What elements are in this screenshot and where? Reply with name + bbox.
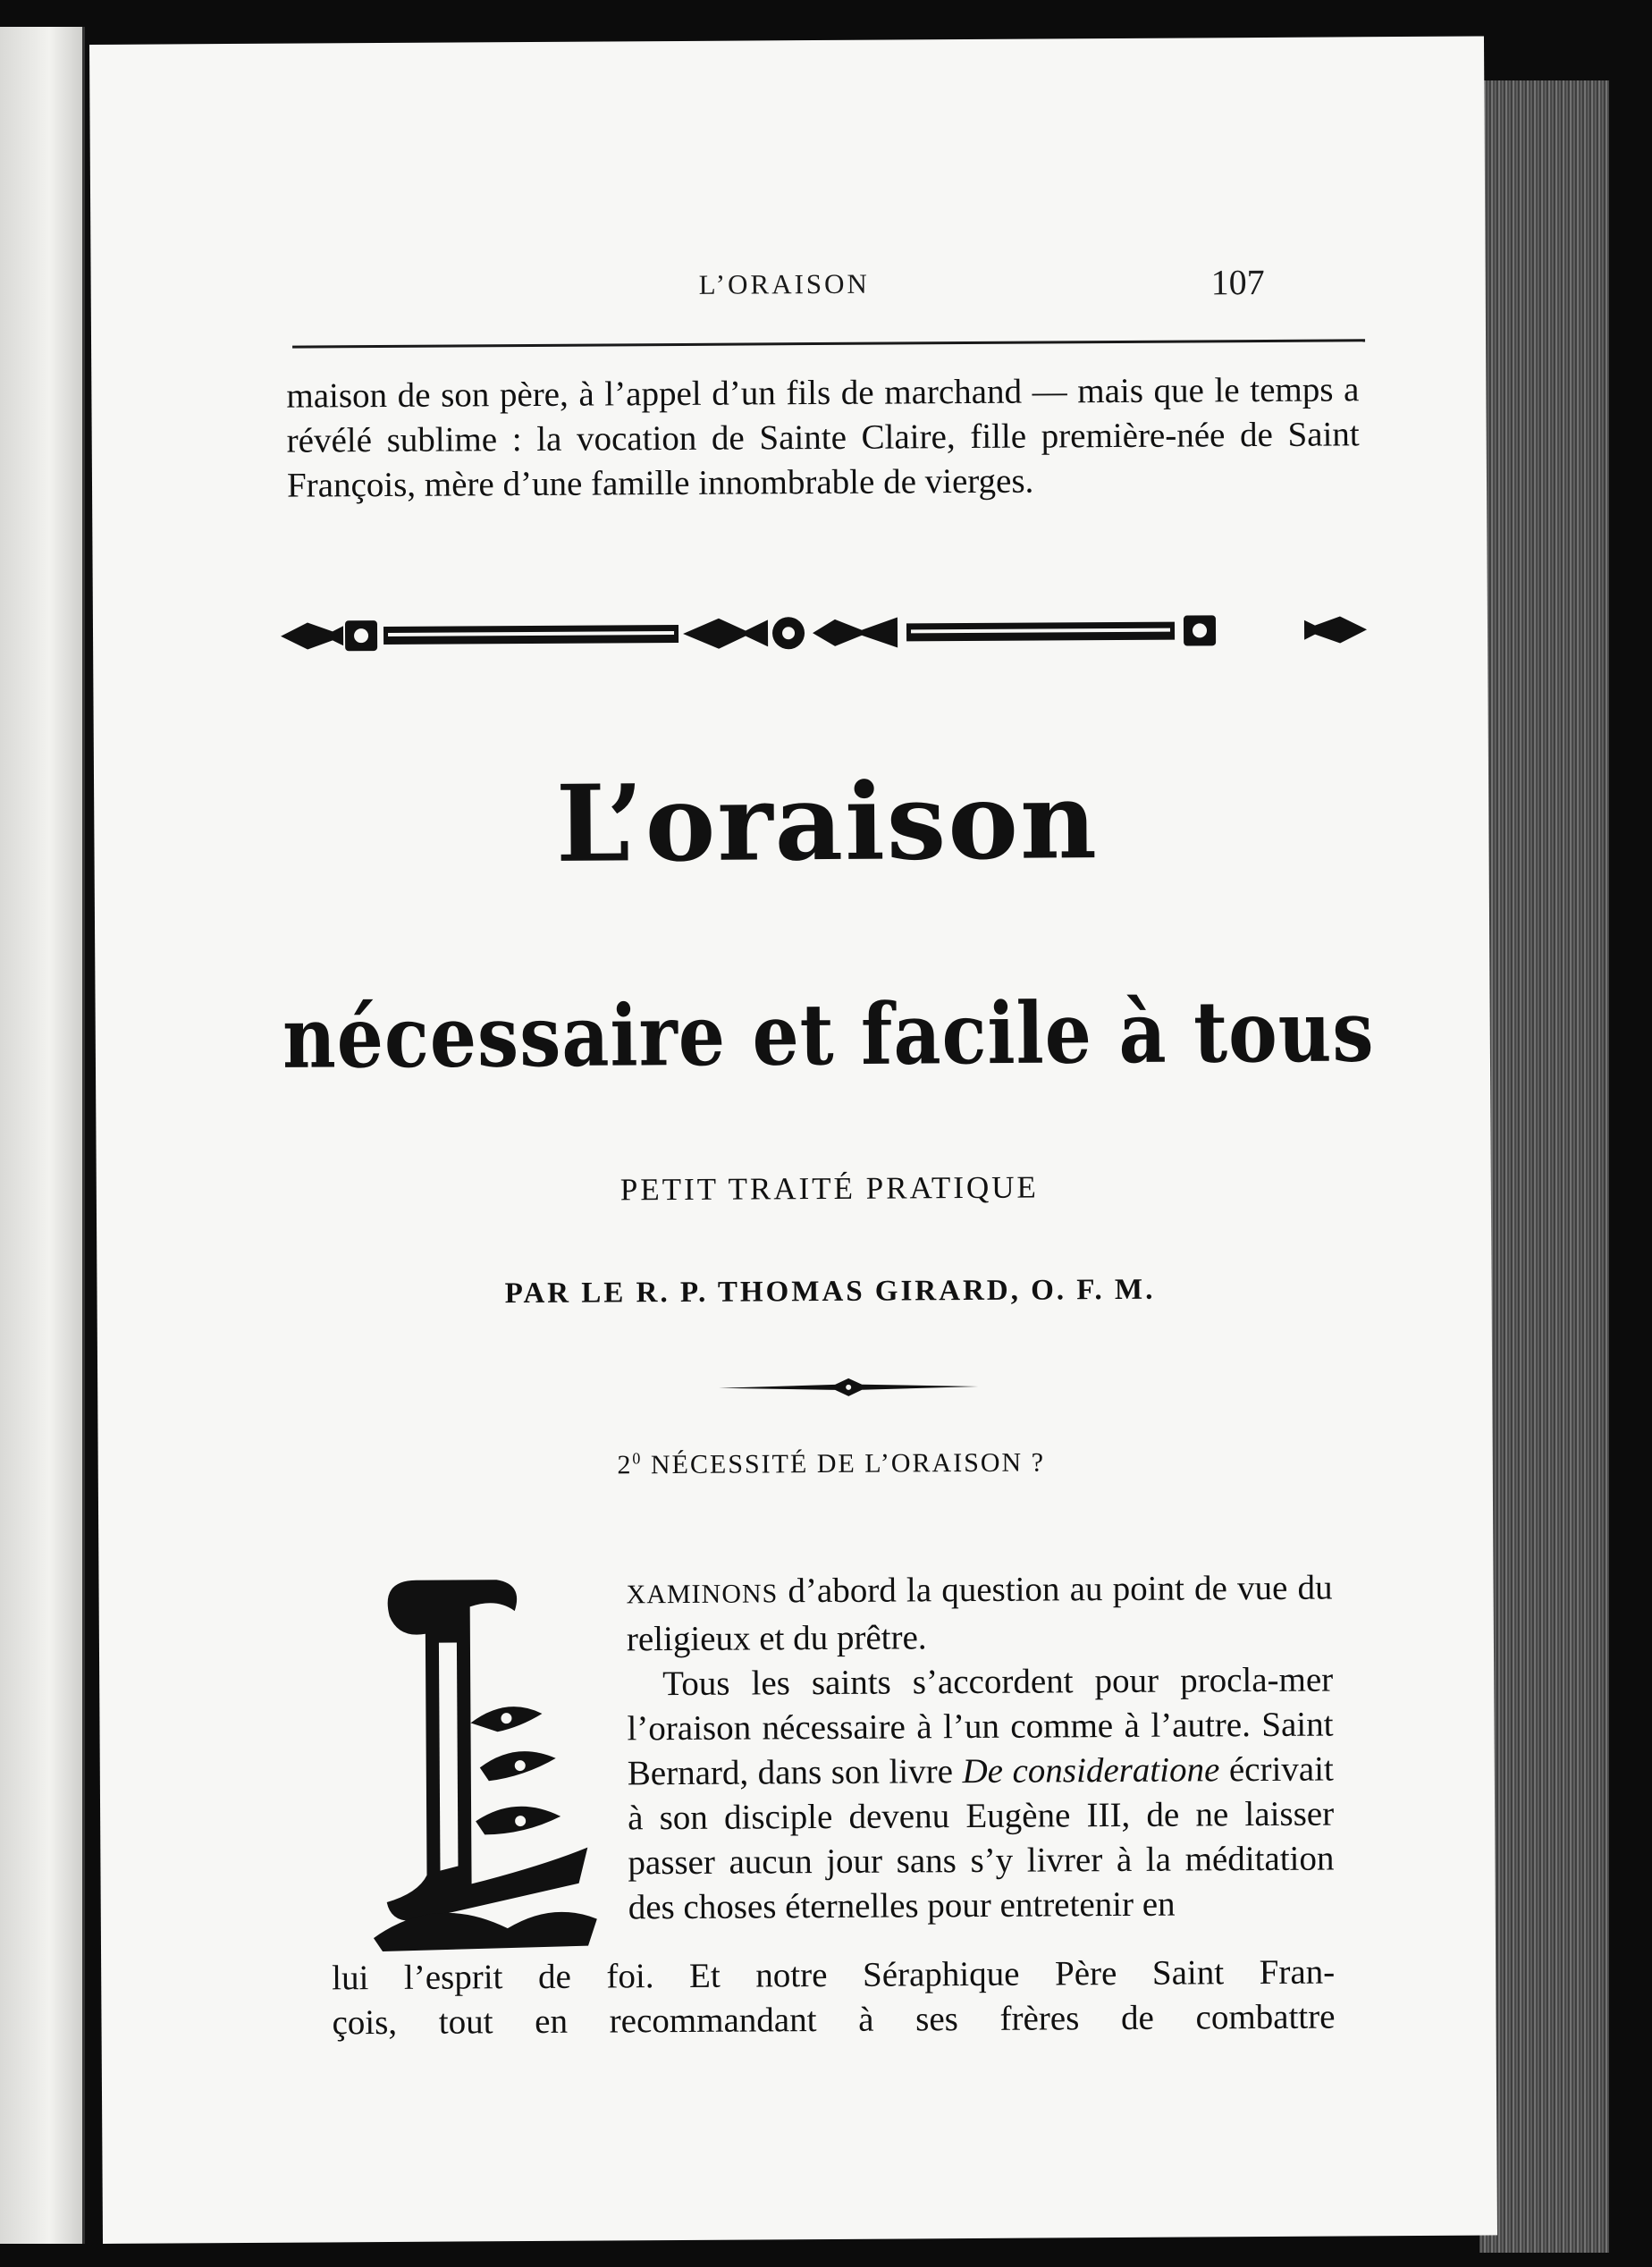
section-number: 2 [617,1450,633,1480]
full-width-lines [332,1951,1336,2046]
running-header: L’ORAISON [698,267,870,300]
header-rule [292,339,1365,348]
section-heading [277,1445,1386,1483]
lead-rest: d’abord la question au point de vue du religieux et du prêtre. [626,1568,1333,1659]
section-ordinal: 0 [632,1449,643,1468]
text-line: çois, tout en recommandant à ses frères de combattre [332,1997,1336,2043]
book-page-edges [1479,80,1609,2253]
decorative-border-ornament [281,600,1367,665]
small-divider-ornament [719,1376,978,1399]
para2-start: Tous les saints s’accordent pour procla-mer l’oraison nécessaire à l’un comme à l’autre. Saint Bernard, dans son livre [627,1660,1334,1793]
book-title-italic: De consideratione [962,1750,1220,1791]
section-heading-text: NÉCESSITÉ DE L’ORAISON ? [650,1447,1046,1480]
text-line: lui l’esprit de foi. Et notre Séraphique Père Saint Fran- [332,1952,1336,1998]
subtitle: nécessaire et facile à tous [282,982,1375,1088]
continuation-paragraph: maison de son père, à l’appel d’un fils de marchand — mais que le temps a révélé sublime : la vocation de Sainte Claire, fille première-née de Saint François, mère d’une famille innombrable de vierges. [286,370,1360,505]
opening-paragraph [626,1566,1334,1931]
treatise-label: PETIT TRAITÉ PRATIQUE [620,1169,1039,1208]
page-number: 107 [1210,261,1265,303]
ornate-drop-cap [362,1551,606,1957]
para2-rest: écrivait à son disciple devenu Eugène III, de ne laisser passer aucun jour sans s’y livrer à la méditation des choses éternelles pour entretenir en [627,1749,1335,1927]
author-line: PAR LE R. P. THOMAS GIRARD, O. F. M. [504,1273,1156,1310]
book-page [89,36,1497,2243]
main-title: L’oraison [555,758,1100,886]
lead-small-caps: XAMINONS [626,1579,779,1610]
previous-page-edge [0,27,85,2244]
drop-cap-letter: E [362,1551,372,1567]
